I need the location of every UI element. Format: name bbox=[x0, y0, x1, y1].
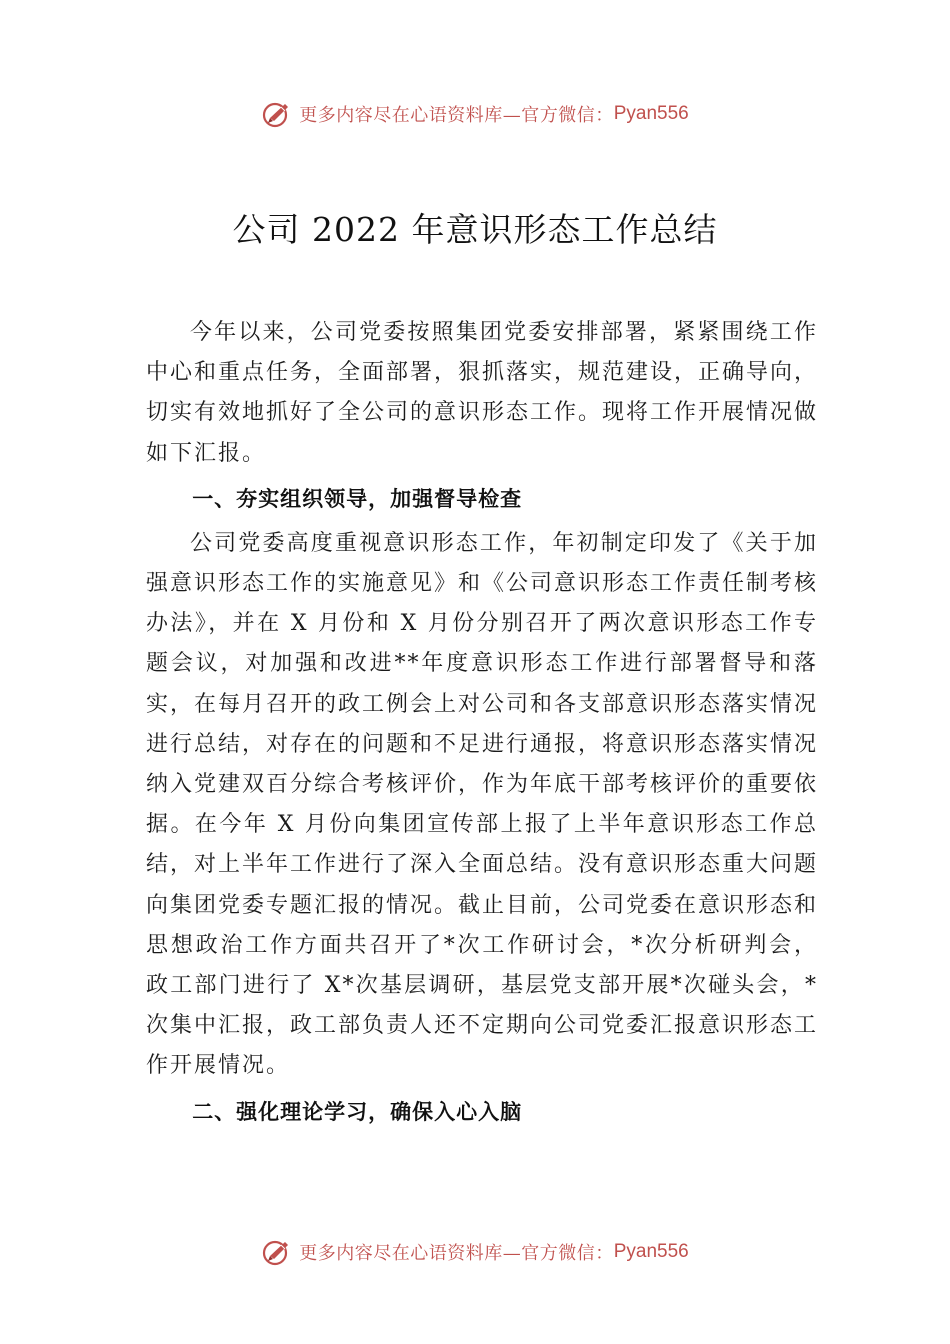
document-body bbox=[146, 313, 818, 1134]
section-2-heading: 二、强化理论学习，确保入心入脑 bbox=[192, 1099, 523, 1124]
footer-banner bbox=[0, 1232, 950, 1272]
banner-text: 更多内容尽在心语资料库—官方微信： bbox=[299, 1243, 614, 1264]
header-banner bbox=[0, 94, 950, 134]
section-1-heading: 一、夯实组织领导，加强督导检查 bbox=[192, 486, 523, 511]
intro-paragraph: 今年以来，公司党委按照集团党委安排部署，紧紧围绕工作中心和重点任务，全面部署，狠抓落实，规范建设，正确导向，切实有效地抓好了全公司的意识形态工作。现将工作开展情况做如下汇报。 bbox=[146, 320, 819, 466]
banner-wechat-id: Pyan556 bbox=[613, 103, 689, 124]
section-1-paragraph: 公司党委高度重视意识形态工作，年初制定印发了《关于加强意识形态工作的实施意见》和《公司意识形态工作责任制考核办法》，并在 X 月份和 X 月份分别召开了两次意识形态工作专题会议，对加强和改进**年度意识形态工作进行部署督导和落实，在每月召开的政工例会上对公司和各支部意识形态落实情况进行总结，对存在的问题和不足进行通报，将意识形态落实情况纳入党建双百分综合考核评价，作为年底干部考核评价的重要依据。在今年 X 月份向集团宣传部上报了上半年意识形态工作总结，对上半年工作进行了深入全面总结。没有意识形态重大问题向集团党委专题汇报的情况。截止目前，公司党委在意识形态和思想政治工作方面共召开了*次工作研讨会，*次分析研判会，政工部门进行了 X*次基层调研，基层党支部开展*次碰头会，*次集中汇报，政工部负责人还不定期向公司党委汇报意识形态工作开展情况。 bbox=[146, 530, 819, 1079]
banner-wechat-id: Pyan556 bbox=[613, 1241, 689, 1262]
quill-pen-seal-icon bbox=[261, 98, 293, 130]
document-title: 公司 2022 年意识形态工作总结 bbox=[232, 210, 718, 249]
quill-pen-seal-icon bbox=[261, 1236, 293, 1268]
banner-text: 更多内容尽在心语资料库—官方微信： bbox=[299, 105, 614, 126]
